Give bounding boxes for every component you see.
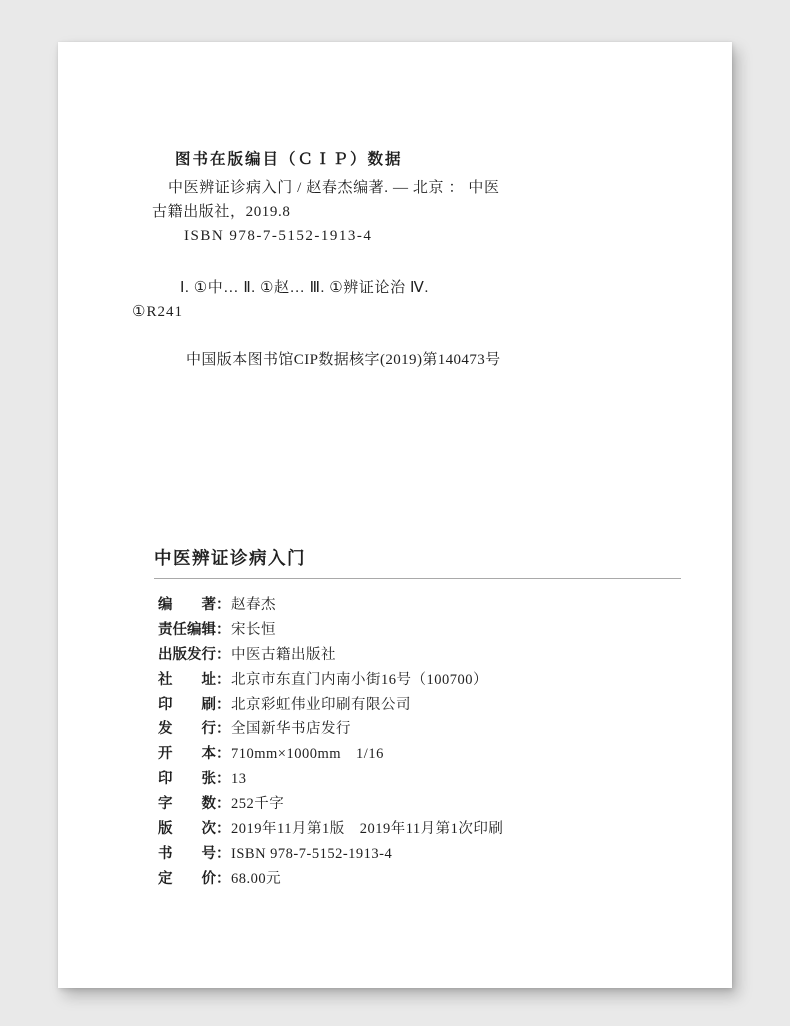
book-title: 中医辨证诊病入门 (154, 548, 306, 568)
entry-label: 社 址： (158, 671, 231, 688)
entry-label: 编 著： (158, 597, 231, 613)
list-item (158, 767, 698, 792)
list-item (158, 693, 698, 718)
list-item (158, 618, 698, 643)
entry-value: 252千字 (231, 796, 285, 813)
cip-heading: 图书在版编目（ＣＩＰ）数据 (175, 151, 403, 168)
list-item (158, 717, 698, 742)
entry-value: 68.00元 (231, 870, 282, 887)
list-item (158, 593, 698, 618)
entry-label: 发 行： (158, 721, 231, 738)
entry-value: 宋长恒 (231, 621, 276, 638)
entry-value: 13 (231, 771, 247, 788)
entry-label: 出版发行： (158, 646, 231, 663)
entry-label: 责任编辑： (158, 621, 231, 638)
list-item (158, 742, 698, 767)
cip-bibliographic-line-1: 中医辨证诊病入门 / 赵春杰编著. — 北京 ： 中医 (168, 180, 500, 196)
title-divider-line (154, 578, 681, 579)
entry-value: 北京彩虹伟业印刷有限公司 (231, 696, 411, 713)
cip-bibliographic-line-2: 古籍出版社，2019.8 (152, 204, 291, 220)
cip-isbn: ISBN 978-7-5152-1913-4 (184, 228, 373, 244)
entry-label: 开 本： (158, 746, 231, 763)
publication-info-list (158, 593, 698, 892)
list-item (158, 867, 698, 892)
entry-value: 赵春杰 (231, 597, 276, 613)
cip-classification-line-2: ①R241 (132, 304, 183, 320)
entry-label: 版 次： (158, 821, 231, 838)
list-item (158, 643, 698, 668)
entry-label: 书 号： (158, 845, 231, 862)
cip-record-number: 中国版本图书馆CIP数据核字(2019)第140473号 (186, 352, 501, 368)
copyright-page (58, 42, 732, 988)
entry-label: 字 数： (158, 796, 231, 813)
entry-value: 北京市东直门内南小街16号（100700） (231, 671, 488, 688)
list-item (158, 668, 698, 693)
entry-value: 2019年11月第1版 2019年11月第1次印刷 (231, 821, 504, 838)
entry-label: 印 刷： (158, 696, 231, 713)
entry-value: 710mm×1000mm 1/16 (231, 746, 384, 763)
list-item (158, 842, 698, 867)
entry-label: 定 价： (158, 870, 231, 887)
entry-value: 全国新华书店发行 (231, 721, 351, 738)
entry-label: 印 张： (158, 771, 231, 788)
cip-classification-line-1: Ⅰ. ①中… Ⅱ. ①赵… Ⅲ. ①辨证论治 Ⅳ. (180, 280, 429, 296)
list-item (158, 817, 698, 842)
entry-value: ISBN 978-7-5152-1913-4 (231, 845, 393, 862)
entry-value: 中医古籍出版社 (231, 646, 336, 663)
list-item (158, 792, 698, 817)
